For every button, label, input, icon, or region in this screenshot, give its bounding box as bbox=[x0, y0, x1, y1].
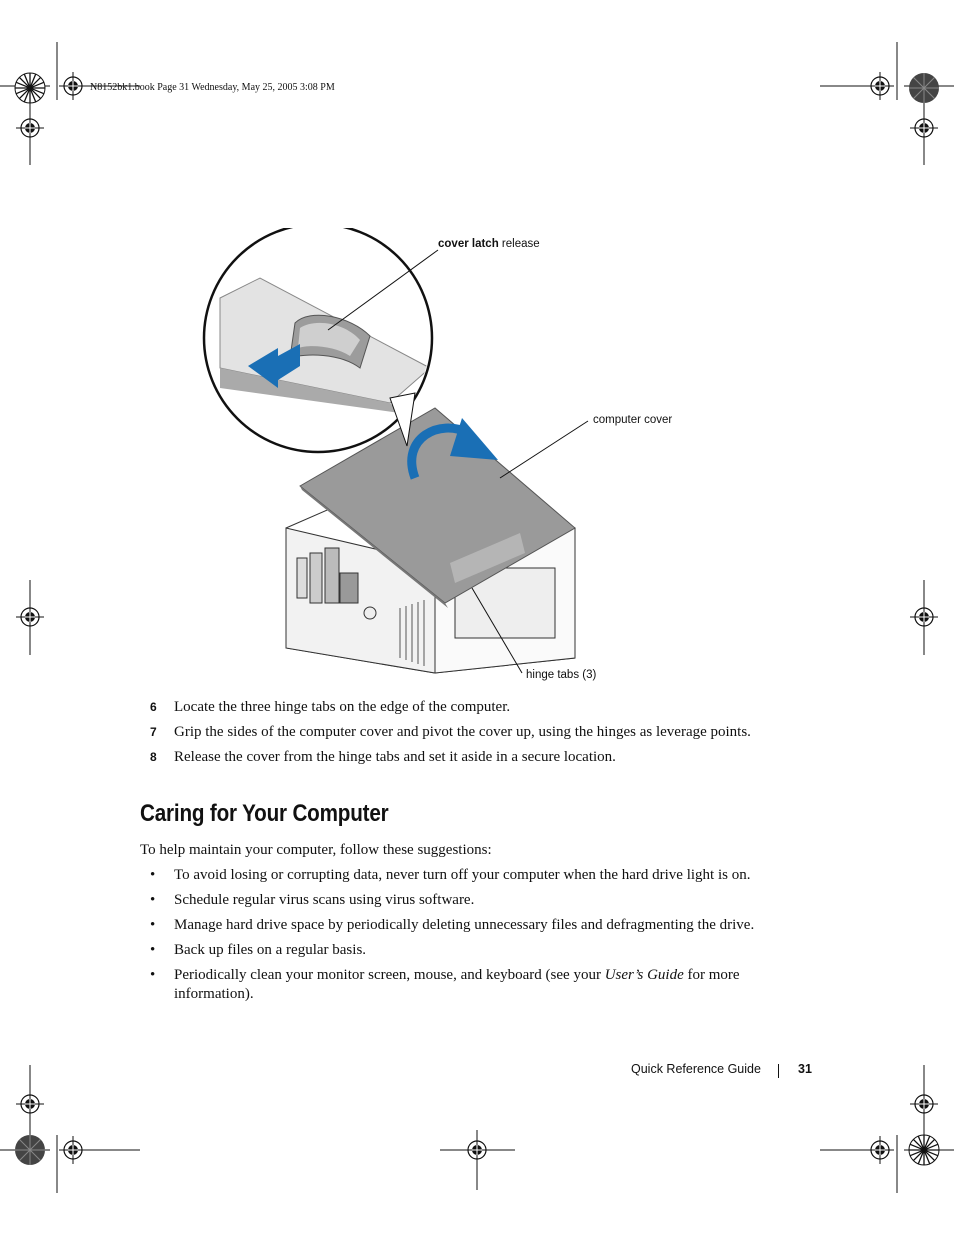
list-item bbox=[150, 916, 770, 935]
bullet-glyph: • bbox=[150, 892, 156, 908]
callout-hinge-tabs: hinge tabs (3) bbox=[526, 669, 597, 681]
latch-zoom-inset bbox=[204, 228, 432, 452]
list-item-text: Back up files on a regular basis. bbox=[174, 942, 367, 958]
step-item bbox=[150, 698, 770, 717]
step-list bbox=[150, 698, 770, 773]
list-item-text: Manage hard drive space by periodically deleting unnecessary files and defragmenting the drive. bbox=[174, 917, 755, 933]
list-item bbox=[150, 866, 770, 885]
callout-cover-latch-release bbox=[438, 238, 540, 250]
users-guide-title: User’s Guide bbox=[604, 967, 684, 983]
bullet-glyph: • bbox=[150, 967, 156, 983]
step-item bbox=[150, 723, 770, 742]
suggestion-list bbox=[150, 866, 770, 1010]
footer-separator bbox=[778, 1064, 779, 1078]
print-slug: N8152bk1.book Page 31 Wednesday, May 25, 2005 3:08 PM bbox=[90, 82, 335, 93]
list-item-text: To avoid losing or corrupting data, never turn off your computer when the hard drive light is on. bbox=[174, 867, 751, 883]
callout-cover-latch-bold: cover latch bbox=[438, 238, 499, 250]
page-number: 31 bbox=[798, 1062, 812, 1076]
list-item-text-end: for more information). bbox=[174, 967, 740, 1002]
step-item bbox=[150, 748, 770, 767]
bullet-glyph: • bbox=[150, 867, 156, 883]
list-item bbox=[150, 966, 770, 1004]
list-item bbox=[150, 891, 770, 910]
footer-guide-title: Quick Reference Guide bbox=[631, 1062, 761, 1076]
list-item bbox=[150, 941, 770, 960]
list-item-text bbox=[174, 967, 740, 1002]
section-heading: Caring for Your Computer bbox=[140, 800, 389, 827]
list-item-text-start: Periodically clean your monitor screen, mouse, and keyboard (see your bbox=[174, 967, 605, 983]
section-intro: To help maintain your computer, follow these suggestions: bbox=[140, 842, 492, 858]
step-text: Locate the three hinge tabs on the edge of the computer. bbox=[174, 699, 511, 715]
step-number: 8 bbox=[150, 750, 157, 764]
step-text: Grip the sides of the computer cover and pivot the cover up, using the hinges as leverage points. bbox=[174, 724, 751, 740]
bullet-glyph: • bbox=[150, 942, 156, 958]
bullet-glyph: • bbox=[150, 917, 156, 933]
step-number: 7 bbox=[150, 725, 157, 739]
step-text: Release the cover from the hinge tabs and set it aside in a secure location. bbox=[174, 749, 616, 765]
list-item-text: Schedule regular virus scans using virus software. bbox=[174, 892, 475, 908]
callout-computer-cover: computer cover bbox=[593, 414, 673, 426]
computer-illustration bbox=[200, 228, 740, 698]
step-number: 6 bbox=[150, 700, 157, 714]
callout-cover-latch-rest: release bbox=[498, 238, 540, 250]
cover-removal-figure bbox=[200, 228, 740, 698]
